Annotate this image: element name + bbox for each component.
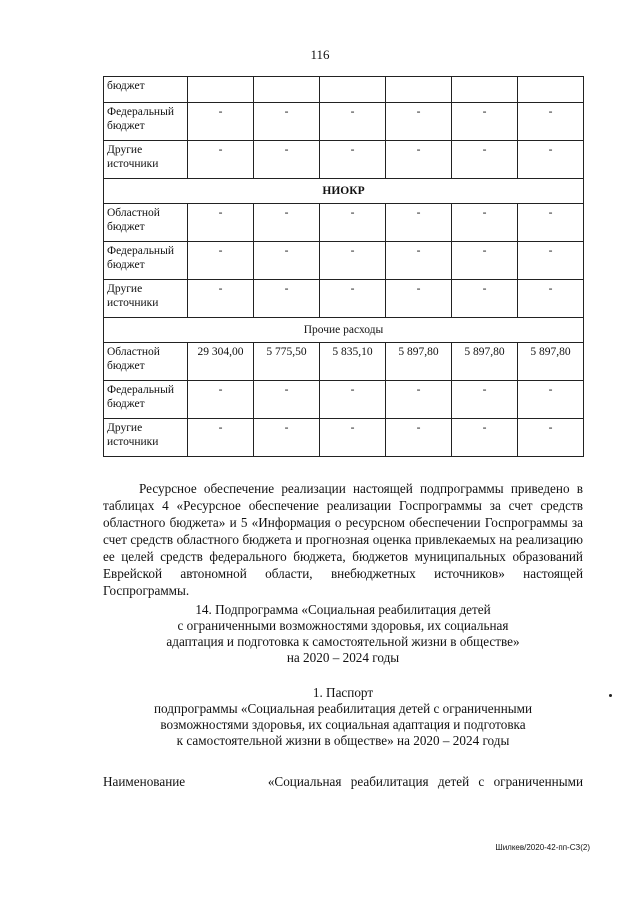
value-cell: -	[254, 242, 320, 280]
document-stamp: Шилкев/2020-42-пп-СЗ(2)	[495, 843, 590, 852]
value-cell: 29 304,00	[188, 343, 254, 381]
value-cell: -	[518, 103, 584, 141]
table-row	[104, 381, 584, 419]
value-cell: -	[452, 419, 518, 457]
value-cell: 5 897,80	[452, 343, 518, 381]
row-label-cell: Областной бюджет	[104, 204, 188, 242]
value-cell: -	[518, 381, 584, 419]
value-cell: -	[320, 381, 386, 419]
value-cell: -	[188, 280, 254, 318]
subprogram-14-heading-line: с ограниченными возможностями здоровья, их социальная	[177, 618, 509, 633]
value-cell: -	[254, 141, 320, 179]
value-cell: -	[518, 419, 584, 457]
passport-heading	[103, 685, 583, 749]
value-cell: -	[386, 381, 452, 419]
value-cell: -	[518, 242, 584, 280]
table-row	[104, 419, 584, 457]
value-cell: -	[254, 419, 320, 457]
value-cell: -	[320, 242, 386, 280]
row-label-cell: Другие источники	[104, 141, 188, 179]
budget-table	[103, 76, 584, 457]
value-cell	[452, 77, 518, 103]
section-header-cell: Прочие расходы	[104, 318, 584, 343]
value-cell	[188, 77, 254, 103]
value-cell: -	[254, 381, 320, 419]
value-cell: -	[320, 141, 386, 179]
subprogram-14-heading-line: адаптация и подготовка к самостоятельной жизни в обществе»	[166, 634, 520, 649]
value-cell	[320, 77, 386, 103]
value-cell: -	[320, 419, 386, 457]
row-label-cell: Федеральный бюджет	[104, 103, 188, 141]
value-cell: 5 835,10	[320, 343, 386, 381]
table-row	[104, 179, 584, 204]
table-row	[104, 204, 584, 242]
value-cell	[518, 77, 584, 103]
subprogram-14-heading	[103, 602, 583, 666]
page-number: 116	[310, 47, 330, 62]
value-cell: -	[386, 141, 452, 179]
passport-heading-line: подпрограммы «Социальная реабилитация детей с ограниченными	[153, 701, 533, 716]
value-cell: -	[254, 103, 320, 141]
value-cell: -	[188, 381, 254, 419]
passport-heading-line: возможностями здоровья, их социальная адаптация и подготовка	[160, 717, 526, 732]
passport-heading-line: 1. Паспорт	[312, 685, 374, 700]
row-label-cell: Федеральный бюджет	[104, 242, 188, 280]
row-label-cell: Другие источники	[104, 280, 188, 318]
value-cell	[386, 77, 452, 103]
margin-dot	[609, 694, 612, 697]
value-cell: -	[188, 103, 254, 141]
value-cell: -	[452, 141, 518, 179]
subprogram-14-heading-line: на 2020 – 2024 годы	[286, 650, 400, 665]
value-cell: -	[386, 280, 452, 318]
table-row	[104, 318, 584, 343]
row-label-cell: Другие источники	[104, 419, 188, 457]
row-label-cell: Областной бюджет	[104, 343, 188, 381]
value-cell: -	[188, 204, 254, 242]
section-header-cell: НИОКР	[104, 179, 584, 204]
row-label-cell: Федеральный бюджет	[104, 381, 188, 419]
value-cell: -	[386, 419, 452, 457]
value-cell: -	[320, 103, 386, 141]
value-cell: -	[518, 204, 584, 242]
resource-paragraph-text: Ресурсное обеспечение реализации настоящей подпрограммы приведено в таблицах 4 «Ресурсное обеспечение реализации Госпрограммы за счет средств областного бюджета» и 5 «Информация о ресурсном обеспечении Госпрограммы за счет средств областного бюджета и прогнозная оценка привлекаемых на реализацию ее целей средств федерального бюджета, бюджетов муниципальных образований Еврейской автономной области, внебюджетных источников» настоящей Госпрограммы.	[103, 481, 583, 598]
value-cell: -	[452, 103, 518, 141]
value-cell: -	[188, 242, 254, 280]
table-row	[104, 242, 584, 280]
value-cell: -	[254, 204, 320, 242]
table-row	[104, 103, 584, 141]
table-row	[104, 343, 584, 381]
value-cell: -	[386, 242, 452, 280]
value-cell	[254, 77, 320, 103]
row-label-cell: бюджет	[104, 77, 188, 103]
table-row	[104, 280, 584, 318]
value-cell: -	[452, 280, 518, 318]
value-cell: -	[254, 280, 320, 318]
value-cell: 5 775,50	[254, 343, 320, 381]
passport-heading-line: к самостоятельной жизни в обществе» на 2020 – 2024 годы	[176, 733, 510, 748]
value-cell: -	[320, 204, 386, 242]
passport-name-value: «Социальная реабилитация детей с ограниченными	[267, 774, 583, 789]
resource-paragraph	[103, 480, 583, 599]
value-cell: -	[188, 419, 254, 457]
value-cell: 5 897,80	[386, 343, 452, 381]
table-row	[104, 141, 584, 179]
value-cell: -	[452, 204, 518, 242]
passport-name-label: Наименование	[103, 774, 186, 789]
value-cell: -	[518, 141, 584, 179]
table-row	[104, 77, 584, 103]
passport-name-row	[103, 774, 583, 790]
subprogram-14-heading-line: 14. Подпрограмма «Социальная реабилитация детей	[195, 602, 491, 617]
value-cell: -	[386, 103, 452, 141]
value-cell: 5 897,80	[518, 343, 584, 381]
value-cell: -	[452, 242, 518, 280]
value-cell: -	[518, 280, 584, 318]
value-cell: -	[188, 141, 254, 179]
value-cell: -	[320, 280, 386, 318]
value-cell: -	[386, 204, 452, 242]
value-cell: -	[452, 381, 518, 419]
